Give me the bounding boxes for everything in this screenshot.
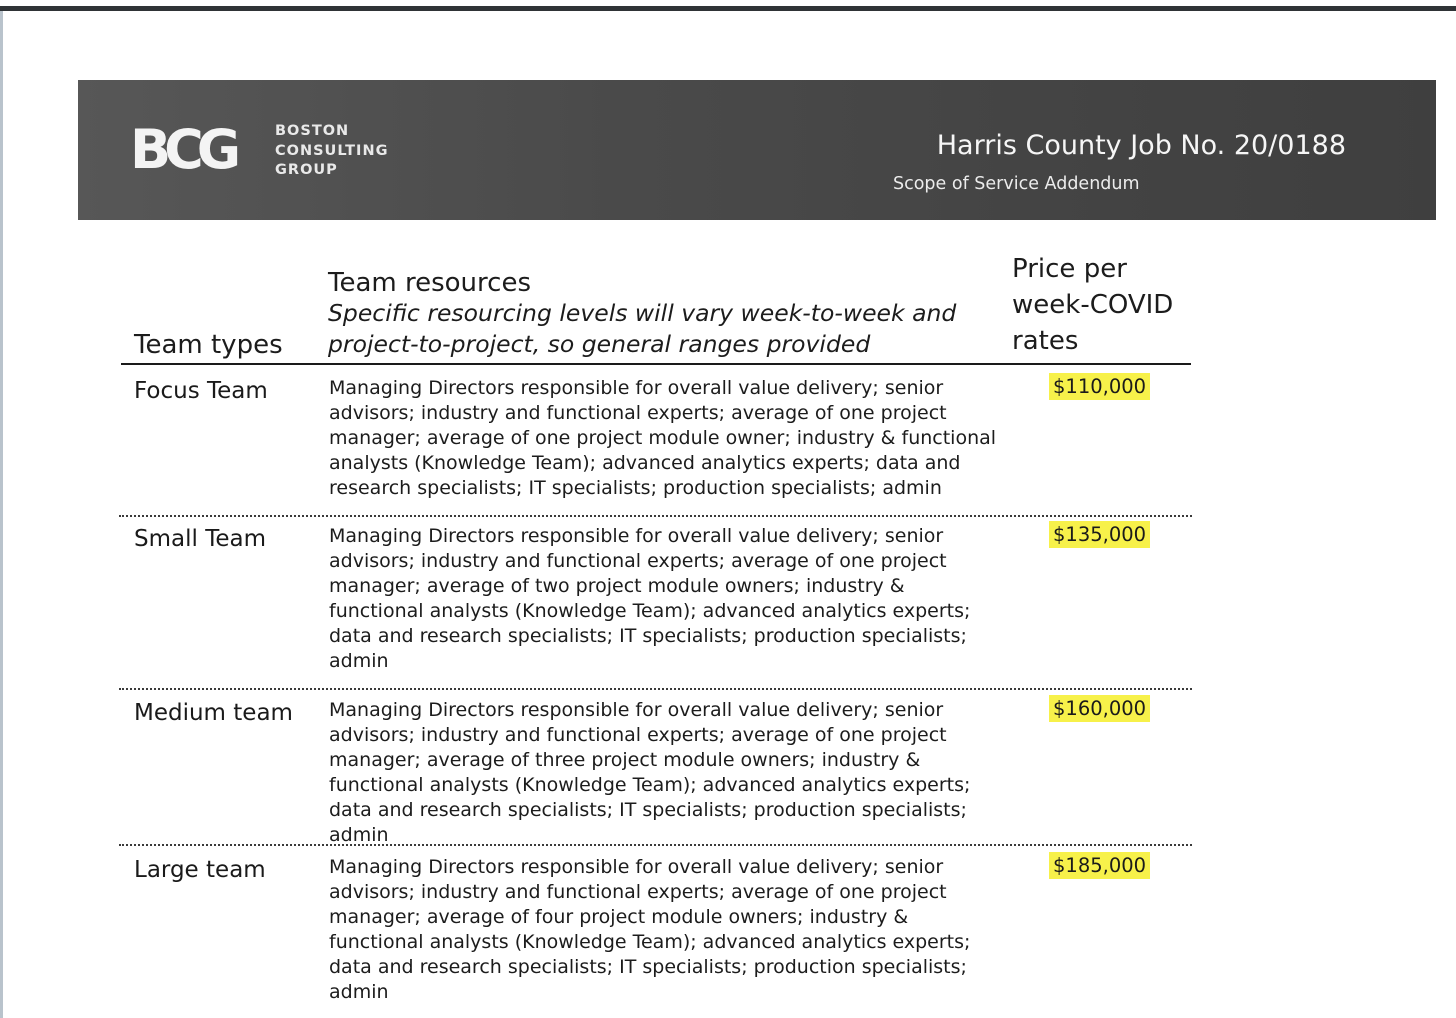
team-resources: Managing Directors responsible for overall value delivery; senior advisors; industry and functional experts; average of one project manager; average of four project module owners; industry & functional analysts (Knowledge Team); advanced analytics experts; data and research specialists; IT specialists; production specialists; admin: [329, 856, 971, 1003]
job-title: Harris County Job No. 20/0188: [936, 130, 1346, 161]
header-resources-note: Specific resourcing levels will vary week-to-week and: [328, 299, 957, 327]
row-divider: [119, 844, 1192, 846]
team-type: Large team: [134, 857, 266, 883]
job-subtitle: Scope of Service Addendum: [893, 174, 1140, 194]
left-edge: [0, 11, 3, 1018]
team-resources: Managing Directors responsible for overall value delivery; senior advisors; industry and functional experts; average of one project manager; average of three project module owners; industry & functional analysts (Knowledge Team); advanced analytics experts; data and research specialists; IT specialists; production specialists; admin: [329, 699, 971, 846]
row-divider: [119, 515, 1192, 517]
logo-word: CONSULTING: [275, 142, 389, 159]
logo-mark: BCG: [130, 118, 235, 181]
price-highlight: $135,000: [1049, 521, 1150, 548]
header-banner: [78, 80, 1436, 220]
team-type: Focus Team: [134, 378, 268, 404]
price-highlight: $110,000: [1049, 373, 1150, 400]
header-price: Price per: [1012, 254, 1127, 284]
header-team-types: Team types: [134, 330, 283, 360]
logo-word: BOSTON: [275, 123, 350, 139]
team-type: Small Team: [134, 526, 266, 552]
logo-wordmark: [275, 122, 388, 181]
header-divider: [121, 363, 1191, 365]
top-border: [0, 6, 1456, 11]
header-price: week-COVID: [1012, 290, 1174, 320]
team-type: Medium team: [134, 700, 293, 726]
row-divider: [119, 688, 1192, 690]
team-resources: Managing Directors responsible for overall value delivery; senior advisors; industry and functional experts; average of one project manager; average of one project module owner; industry & functional analysts (Knowledge Team); advanced analytics experts; data and research specialists; IT specialists; production specialists; admin: [329, 377, 997, 499]
team-resources: Managing Directors responsible for overall value delivery; senior advisors; industry and functional experts; average of one project manager; average of two project module owners; industry & functional analysts (Knowledge Team); advanced analytics experts; data and research specialists; IT specialists; production specialists; admin: [329, 525, 971, 672]
logo-word: GROUP: [275, 162, 338, 178]
price-highlight: $185,000: [1049, 852, 1150, 879]
header-resources-note: project-to-project, so general ranges provided: [328, 330, 871, 358]
header-team-resources: Team resources: [328, 268, 531, 298]
price-highlight: $160,000: [1049, 695, 1150, 722]
header-price: rates: [1012, 326, 1079, 356]
